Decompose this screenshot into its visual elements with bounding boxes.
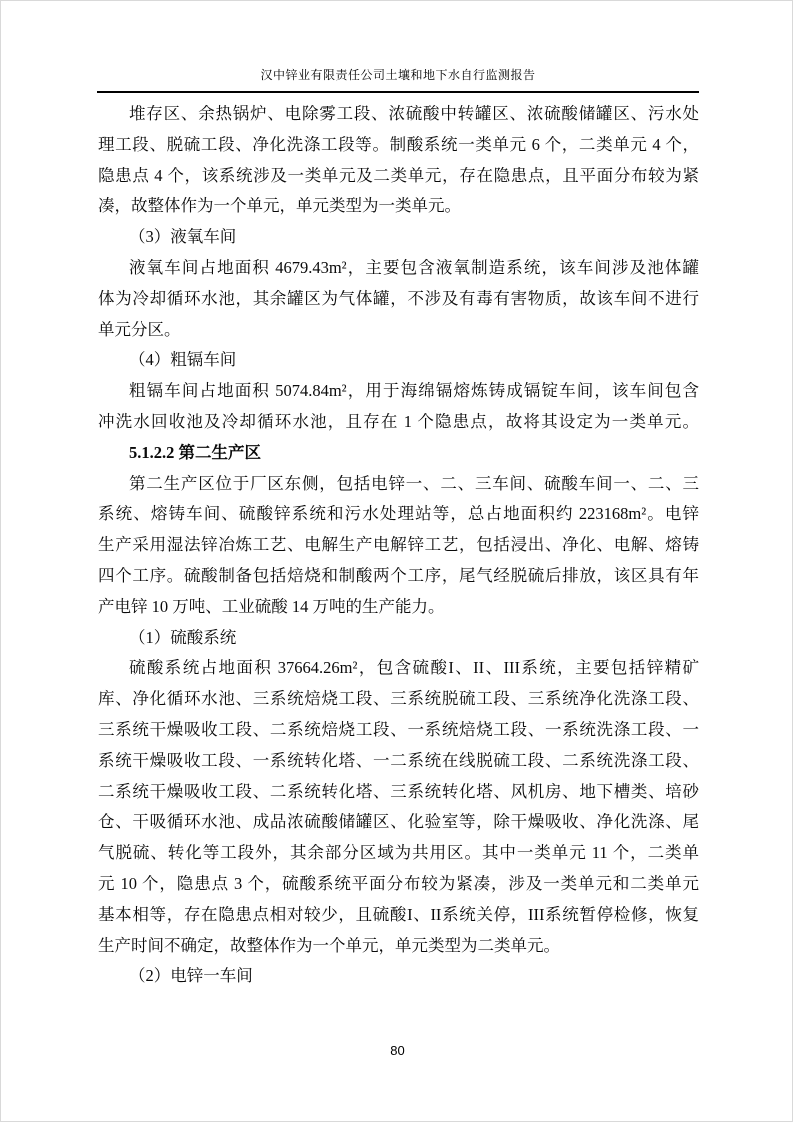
text-line: 元 10 个，隐患点 3 个，硫酸系统平面分布较为紧凑，涉及一类单元和二类单元 bbox=[98, 873, 699, 893]
text-line: 第二生产区位于厂区东侧，包括电锌一、二、三车间、硫酸车间一、二、三 bbox=[129, 473, 699, 493]
text-line: 三系统干燥吸收工段、二系统焙烧工段、一系统焙烧工段、一系统洗涤工段、一 bbox=[98, 719, 699, 739]
text-line: 系统干燥吸收工段、一系统转化塔、一二系统在线脱硫工段、二系统洗涤工段、 bbox=[98, 750, 699, 770]
text-line: 冲洗水回收池及冷却循环水池，且存在 1 个隐患点，故将其设定为一类单元。 bbox=[98, 411, 699, 431]
text-line: 硫酸系统占地面积 37664.26m²，包含硫酸I、II、III系统，主要包括锌精矿 bbox=[129, 658, 699, 678]
text-line: 液氧车间占地面积 4679.43m²，主要包含液氧制造系统，该车间涉及池体罐 bbox=[129, 257, 699, 277]
text-line: 单元分区。 bbox=[98, 319, 181, 339]
text-line: 基本相等，存在隐患点相对较少，且硫酸I、II系统关停，III系统暂停检修，恢复 bbox=[98, 904, 699, 924]
text-line: 隐患点 4 个，该系统涉及一类单元及二类单元，存在隐患点，且平面分布较为紧 bbox=[98, 165, 699, 185]
page-header-title: 汉中锌业有限责任公司土壤和地下水自行监测报告 bbox=[260, 68, 536, 82]
item-heading-electrozinc-1: （2）电锌一车间 bbox=[129, 966, 253, 986]
text-line: 理工段、脱硫工段、净化洗涤工段等。制酸系统一类单元 6 个，二类单元 4 个， bbox=[98, 134, 699, 154]
text-line: 凑，故整体作为一个单元，单元类型为一类单元。 bbox=[98, 196, 461, 216]
text-line: 系统、熔铸车间、硫酸锌系统和污水处理站等，总占地面积约 223168m²。电锌 bbox=[98, 504, 699, 524]
text-line: 体为冷却循环水池，其余罐区为气体罐，不涉及有毒有害物质，故该车间不进行 bbox=[98, 288, 699, 308]
text-line: 生产时间不确定，故整体作为一个单元，单元类型为二类单元。 bbox=[98, 935, 560, 955]
item-heading-crude-cadmium: （4）粗镉车间 bbox=[129, 350, 237, 370]
text-line: 四个工序。硫酸制备包括焙烧和制酸两个工序，尾气经脱硫后排放，该区具有年 bbox=[98, 565, 699, 585]
section-heading-5-1-2-2: 5.1.2.2 第二生产区 bbox=[129, 442, 261, 462]
text-line: 生产采用湿法锌冶炼工艺、电解生产电解锌工艺，包括浸出、净化、电解、熔铸 bbox=[98, 535, 699, 555]
text-line: 二系统干燥吸收工段、二系统转化塔、三系统转化塔、风机房、地下槽类、培砂 bbox=[98, 781, 699, 801]
page-number: 80 bbox=[390, 1043, 405, 1058]
item-heading-liquid-oxygen: （3）液氧车间 bbox=[129, 227, 237, 247]
text-line: 气脱硫、转化等工段外，其余部分区域为共用区。其中一类单元 11 个，二类单 bbox=[98, 843, 699, 863]
text-line: 堆存区、余热锅炉、电除雾工段、浓硫酸中转罐区、浓硫酸储罐区、污水处 bbox=[129, 104, 699, 123]
document-body bbox=[98, 99, 699, 992]
text-line: 仓、干吸循环水池、成品浓硫酸储罐区、化验室等，除干燥吸收、净化洗涤、尾 bbox=[98, 812, 699, 832]
text-line: 库、净化循环水池、三系统焙烧工段、三系统脱硫工段、三系统净化洗涤工段、 bbox=[98, 689, 699, 709]
text-line: 粗镉车间占地面积 5074.84m²，用于海绵镉熔炼铸成镉锭车间，该车间包含 bbox=[129, 381, 699, 401]
item-heading-sulfuric-acid: （1）硫酸系统 bbox=[129, 627, 237, 647]
header-divider bbox=[97, 91, 699, 93]
text-line: 产电锌 10 万吨、工业硫酸 14 万吨的生产能力。 bbox=[98, 596, 445, 616]
